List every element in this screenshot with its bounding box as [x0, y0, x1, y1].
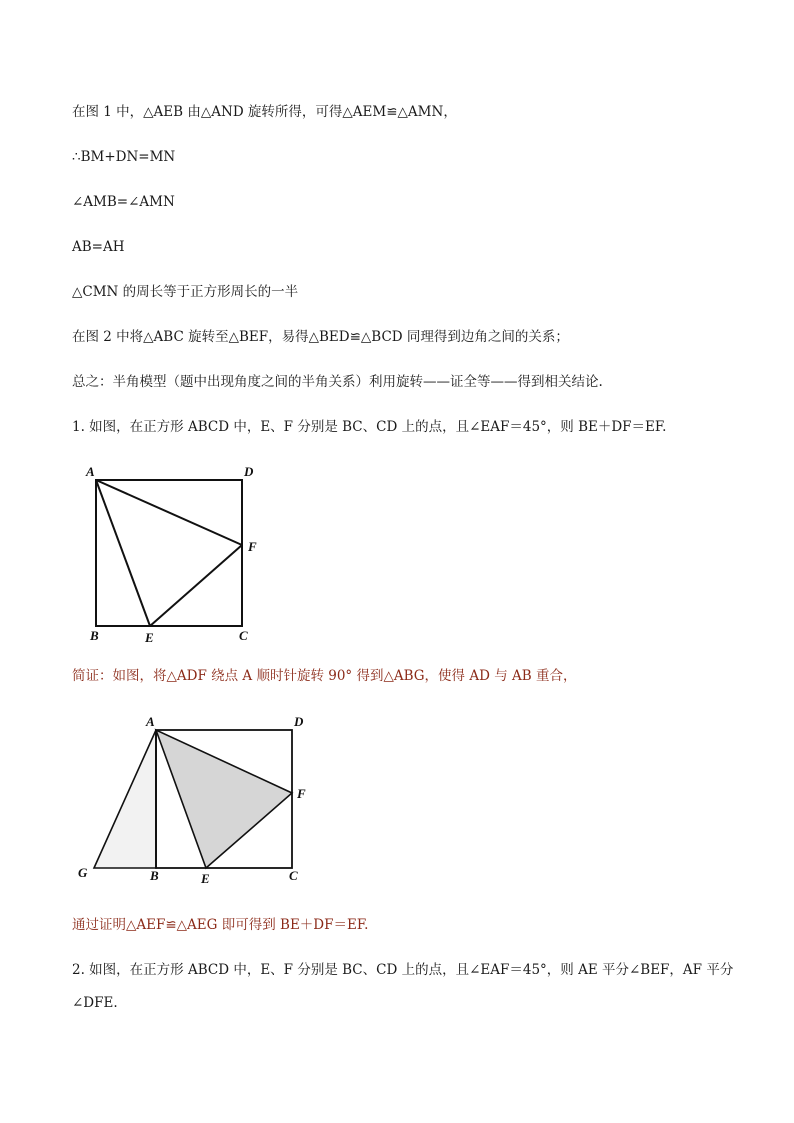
text-line-3: ∠AMB=∠AMN — [72, 194, 175, 210]
triangle-aef — [156, 730, 292, 868]
label-d: D — [294, 714, 304, 729]
problem-2: 2. 如图，在正方形 ABCD 中，E、F 分别是 BC、CD 上的点，且∠EAF＝45°，则 AE 平分∠BEF，AF 平分 — [72, 962, 734, 978]
label-a: A — [146, 714, 155, 729]
label-d: D — [244, 464, 254, 479]
problem-2-continued: ∠DFE. — [72, 995, 118, 1011]
figure-2-rotation-diagram — [70, 708, 320, 893]
text-line-6: 在图 2 中将△ABC 旋转至△BEF，易得△BED≌△BCD 同理得到边角之间的关系； — [72, 329, 569, 345]
segment-af — [96, 480, 242, 545]
proof-conclusion: 通过证明△AEF≌△AEG 即可得到 BE＋DF＝EF. — [72, 917, 369, 933]
text-line-2: ∴BM+DN=MN — [72, 149, 176, 165]
label-e: E — [145, 630, 154, 645]
label-b: B — [90, 628, 99, 643]
label-e: E — [201, 871, 210, 886]
label-b: B — [150, 868, 159, 883]
label-c: C — [289, 868, 298, 883]
problem-1: 1. 如图，在正方形 ABCD 中，E、F 分别是 BC、CD 上的点，且∠EAF＝45°，则 BE＋DF＝EF. — [72, 419, 667, 435]
segment-ae — [96, 480, 150, 626]
label-a: A — [86, 464, 95, 479]
text-line-5: △CMN 的周长等于正方形周长的一半 — [72, 284, 299, 300]
label-f: F — [248, 539, 257, 554]
square-abcd — [96, 480, 242, 626]
label-f: F — [297, 786, 306, 801]
triangle-abg — [94, 730, 156, 868]
brief-proof: 简证：如图，将△ADF 绕点 A 顺时针旋转 90° 得到△ABG，使得 AD 与 AB 重合， — [72, 668, 577, 684]
figure-1-square-diagram — [70, 458, 270, 650]
label-g: G — [78, 865, 88, 880]
label-c: C — [239, 628, 248, 643]
text-line-1: 在图 1 中，△AEB 由△AND 旋转所得，可得△AEM≌△AMN， — [72, 104, 457, 120]
text-line-4: AB=AH — [72, 239, 125, 255]
text-line-7: 总之：半角模型（题中出现角度之间的半角关系）利用旋转——证全等——得到相关结论. — [72, 374, 603, 390]
segment-ef — [150, 545, 242, 626]
